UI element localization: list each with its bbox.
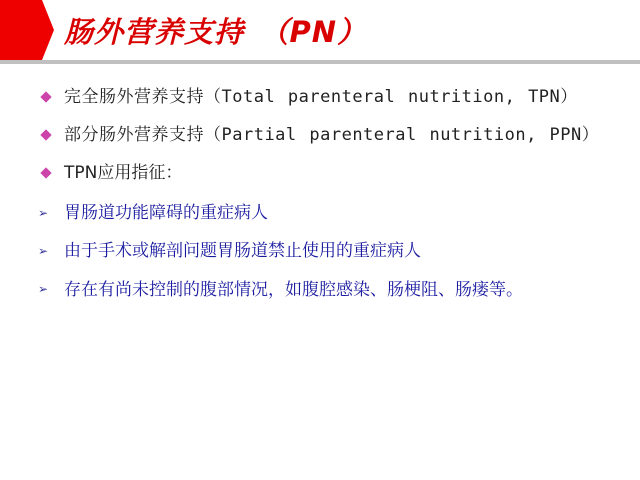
slide-content [36, 84, 616, 316]
bullet-text: 部分肠外营养支持（Partial parenteral nutrition, PPN） [64, 125, 600, 145]
diamond-icon [38, 84, 58, 110]
title-divider [0, 60, 640, 64]
title-accent-bar [0, 0, 42, 60]
bullet-item [36, 122, 616, 148]
sub-bullet-item [36, 276, 616, 304]
bullet-text: TPN应用指征： [64, 163, 183, 183]
sub-bullet-item [36, 200, 616, 226]
sub-bullet-item [36, 238, 616, 264]
arrow-icon: ➢ [38, 282, 49, 296]
bullet-text: 完全肠外营养支持（Total parenteral nutrition, TPN） [64, 87, 578, 107]
bullet-item [36, 84, 616, 110]
diamond-icon [38, 122, 58, 148]
sub-bullet-text: 胃肠道功能障碍的重症病人 [64, 203, 268, 223]
diamond-icon [38, 160, 58, 186]
arrow-icon: ➢ [38, 206, 49, 220]
slide-title: 肠外营养支持 （PN） [64, 15, 368, 49]
title-band [0, 0, 640, 64]
sub-bullet-text: 由于手术或解剖问题胃肠道禁止使用的重症病人 [64, 241, 421, 261]
bullet-item [36, 160, 616, 186]
sub-bullet-text: 存在有尚未控制的腹部情况，如腹腔感染、肠梗阻、肠瘘等。 [64, 280, 523, 300]
arrow-icon: ➢ [38, 244, 49, 258]
